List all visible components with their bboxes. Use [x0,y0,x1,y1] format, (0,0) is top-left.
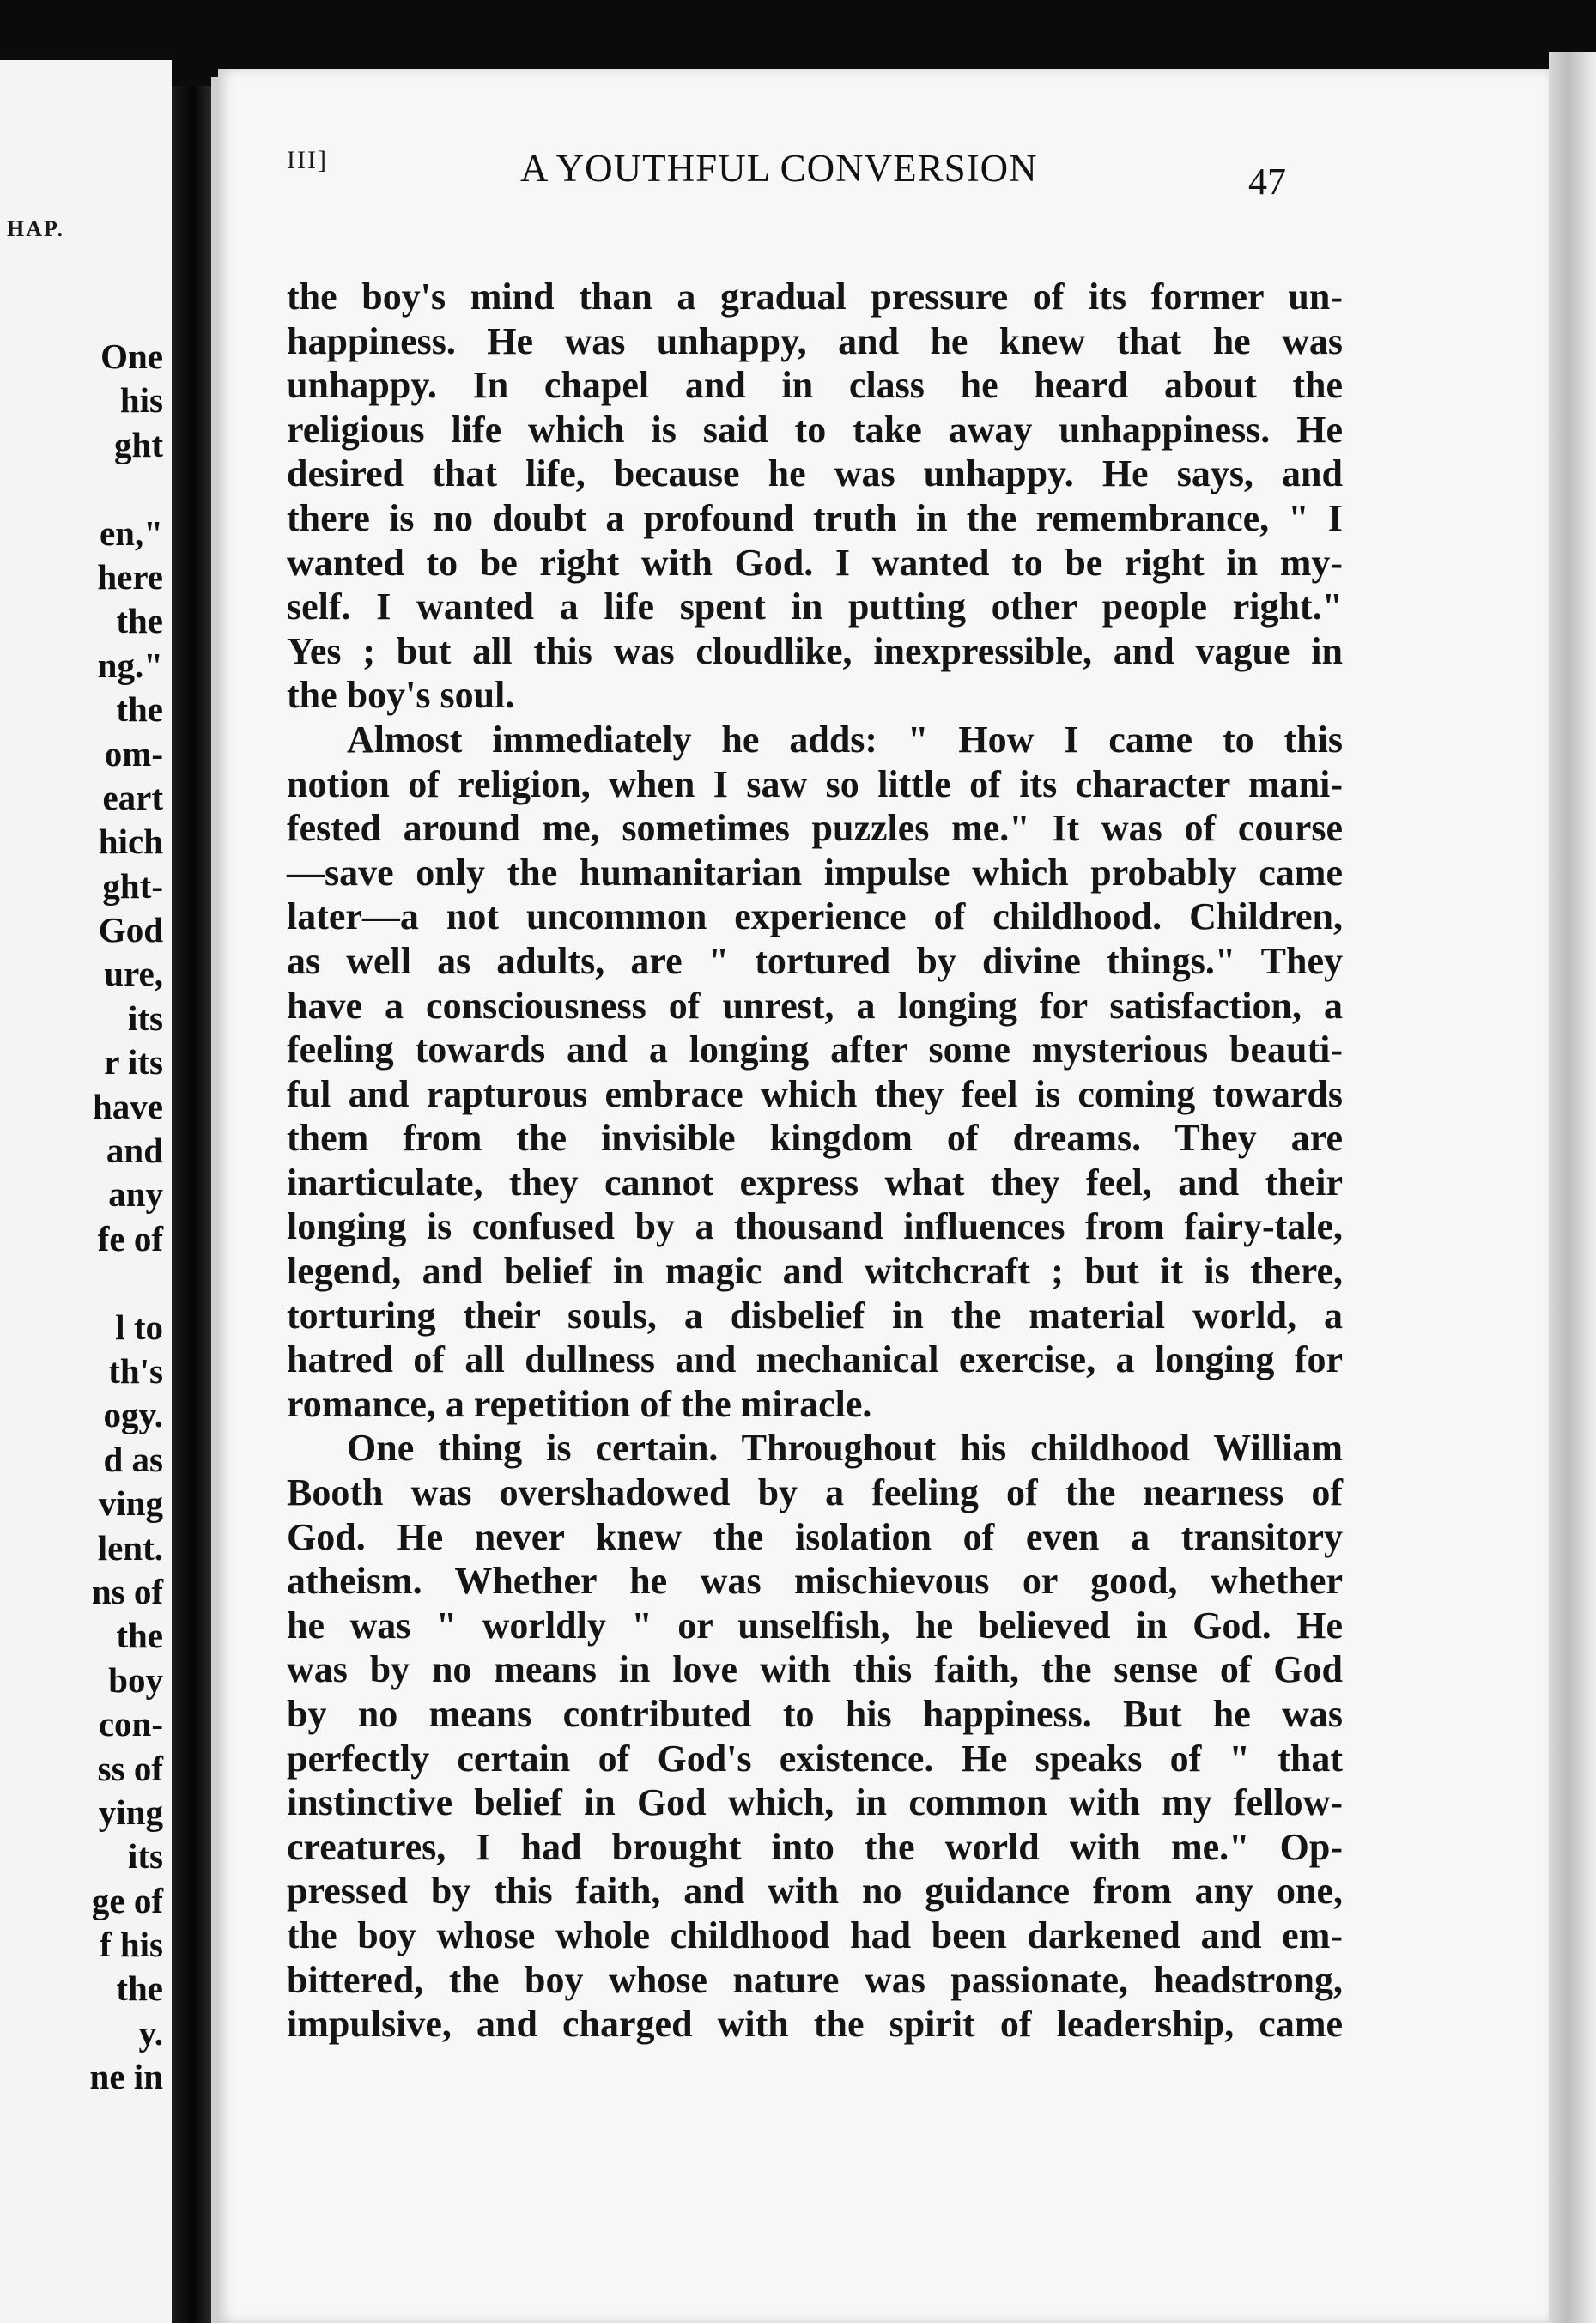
text-line: legend, and belief in magic and witchcraft ; but it is there, [287,1250,1343,1293]
text-line: the boy whose whole childhood had been darkened and em- [287,1914,1343,1956]
text-line: longing is confused by a thousand influences from fairy-tale, [287,1205,1343,1248]
left-line-fragment: have [93,1086,163,1126]
left-line-fragment: One [100,337,163,376]
left-line-fragment: en," [99,513,163,553]
text-line: notion of religion, when I saw so little of its character mani- [287,762,1343,805]
text-line: fested around me, sometimes puzzles me." It was of course [287,807,1343,850]
chapter-number: III] [287,146,328,174]
text-line: ful and rapturous embrace which they feel is coming towards [287,1072,1343,1115]
left-line-fragment: r its [104,1042,163,1083]
left-line-fragment: l to [115,1307,163,1347]
text-line: religious life which is said to take away unhappiness. He [287,408,1343,451]
left-line-fragment: ure, [104,954,163,994]
paragraph [287,718,1343,1427]
text-line: instinctive belief in God which, in common with my fellow- [287,1781,1343,1824]
text-line: happiness. He was unhappy, and he knew that he was [287,319,1343,362]
left-line-fragment: ns of [91,1571,163,1611]
text-line: later—a not uncommon experience of childhood. Children, [287,895,1343,938]
left-line-fragment [0,467,163,511]
left-line-fragment: lent. [97,1527,163,1568]
left-line-fragment: ght [114,424,163,464]
text-line: God. He never knew the isolation of even a transitory [287,1515,1343,1558]
left-facing-page [0,60,172,2323]
left-line-fragment: God [98,910,163,950]
running-head-title: A YOUTHFUL CONVERSION [520,147,1038,190]
left-line-fragment: its [128,998,163,1038]
left-line-fragment: con- [98,1704,163,1744]
left-line-fragment: his [119,380,163,421]
left-line-fragment: ss of [97,1748,163,1788]
text-line: Yes ; but all this was cloudlike, inexpressible, and vague in [287,629,1343,672]
text-line: have a consciousness of unrest, a longing for satisfaction, a [287,984,1343,1027]
text-line: unhappy. In chapel and in class he heard about the [287,364,1343,407]
page-edge-right [1549,52,1596,2323]
body-text [287,275,1343,2047]
text-line: he was " worldly " or unselfish, he believed in God. He [287,1604,1343,1647]
text-line: desired that life, because he was unhappy. He says, and [287,452,1343,495]
left-line-fragment: ying [98,1792,163,1832]
text-line: inarticulate, they cannot express what they feel, and their [287,1161,1343,1204]
paragraph [287,275,1343,718]
text-line: the boy's soul. [287,674,515,717]
left-line-fragment: y. [138,2012,163,2053]
book-page [218,69,1549,2323]
text-line: impulsive, and charged with the spirit of leadership, came [287,2003,1343,2046]
paragraph [287,1426,1343,2046]
text-line: by no means contributed to his happiness. But he was [287,1693,1343,1735]
left-line-fragment: hich [98,822,163,862]
left-line-fragment: ng." [97,645,163,685]
left-line-fragment: f his [99,1925,163,1965]
left-line-fragment: the [116,601,163,641]
text-line: perfectly certain of God's existence. He speaks of " that [287,1737,1343,1780]
text-line: feeling towards and a longing after some mysterious beauti- [287,1028,1343,1071]
left-line-fragment: the [116,689,163,730]
text-line: creatures, I had brought into the world with me." Op- [287,1825,1343,1868]
left-line-fragment: ght- [102,865,163,906]
text-line: pressed by this faith, and with no guidance from any one, [287,1870,1343,1913]
left-line-fragment: ving [98,1483,163,1524]
text-line: atheism. Whether he was mischievous or good, whether [287,1560,1343,1603]
text-line: torturing their souls, a disbelief in the material world, a [287,1294,1343,1337]
left-page-header: HAP. [7,216,64,241]
left-line-fragment: here [97,556,163,597]
text-line: Almost immediately he adds: " How I came to this [347,718,1343,761]
left-line-fragment: d as [103,1439,163,1479]
left-line-fragment: ne in [89,2057,163,2097]
text-line: as well as adults, are " tortured by divine things." They [287,939,1343,982]
left-line-fragment: and [106,1131,163,1171]
left-line-fragment: ge of [91,1880,163,1920]
left-line-fragment: boy [108,1659,163,1700]
text-line: self. I wanted a life spent in putting other people right." [287,585,1343,628]
page-number: 47 [1248,161,1286,203]
page-edge-left [211,77,218,2323]
text-line: the boy's mind than a gradual pressure of its former un- [287,276,1343,318]
book-gutter [172,86,211,2323]
left-line-fragment: om- [104,733,163,773]
left-line-fragment [0,1261,163,1305]
text-line: romance, a repetition of the miracle. [287,1382,872,1425]
left-line-fragment: any [108,1174,163,1215]
left-line-fragment: fe of [97,1218,163,1259]
left-line-fragment: th's [108,1350,163,1391]
text-line: wanted to be right with God. I wanted to be right in my- [287,541,1343,584]
text-line: Booth was overshadowed by a feeling of the nearness of [287,1471,1343,1514]
text-line: bittered, the boy whose nature was passionate, headstrong, [287,1958,1343,2001]
left-line-fragment: eart [102,777,163,817]
left-line-fragment: the [116,1968,163,2009]
left-page-line-fragments [0,335,163,2100]
text-line: One thing is certain. Throughout his childhood William [347,1427,1343,1470]
text-line: —save only the humanitarian impulse which probably came [287,851,1343,894]
text-line: them from the invisible kingdom of dreams. They are [287,1117,1343,1160]
text-line: was by no means in love with this faith, the sense of God [287,1648,1343,1691]
text-line: there is no doubt a profound truth in the remembrance, " I [287,496,1343,539]
text-line: hatred of all dullness and mechanical exercise, a longing for [287,1338,1343,1381]
left-line-fragment: ogy. [103,1395,163,1435]
left-line-fragment: its [128,1836,163,1877]
left-line-fragment: the [116,1616,163,1656]
